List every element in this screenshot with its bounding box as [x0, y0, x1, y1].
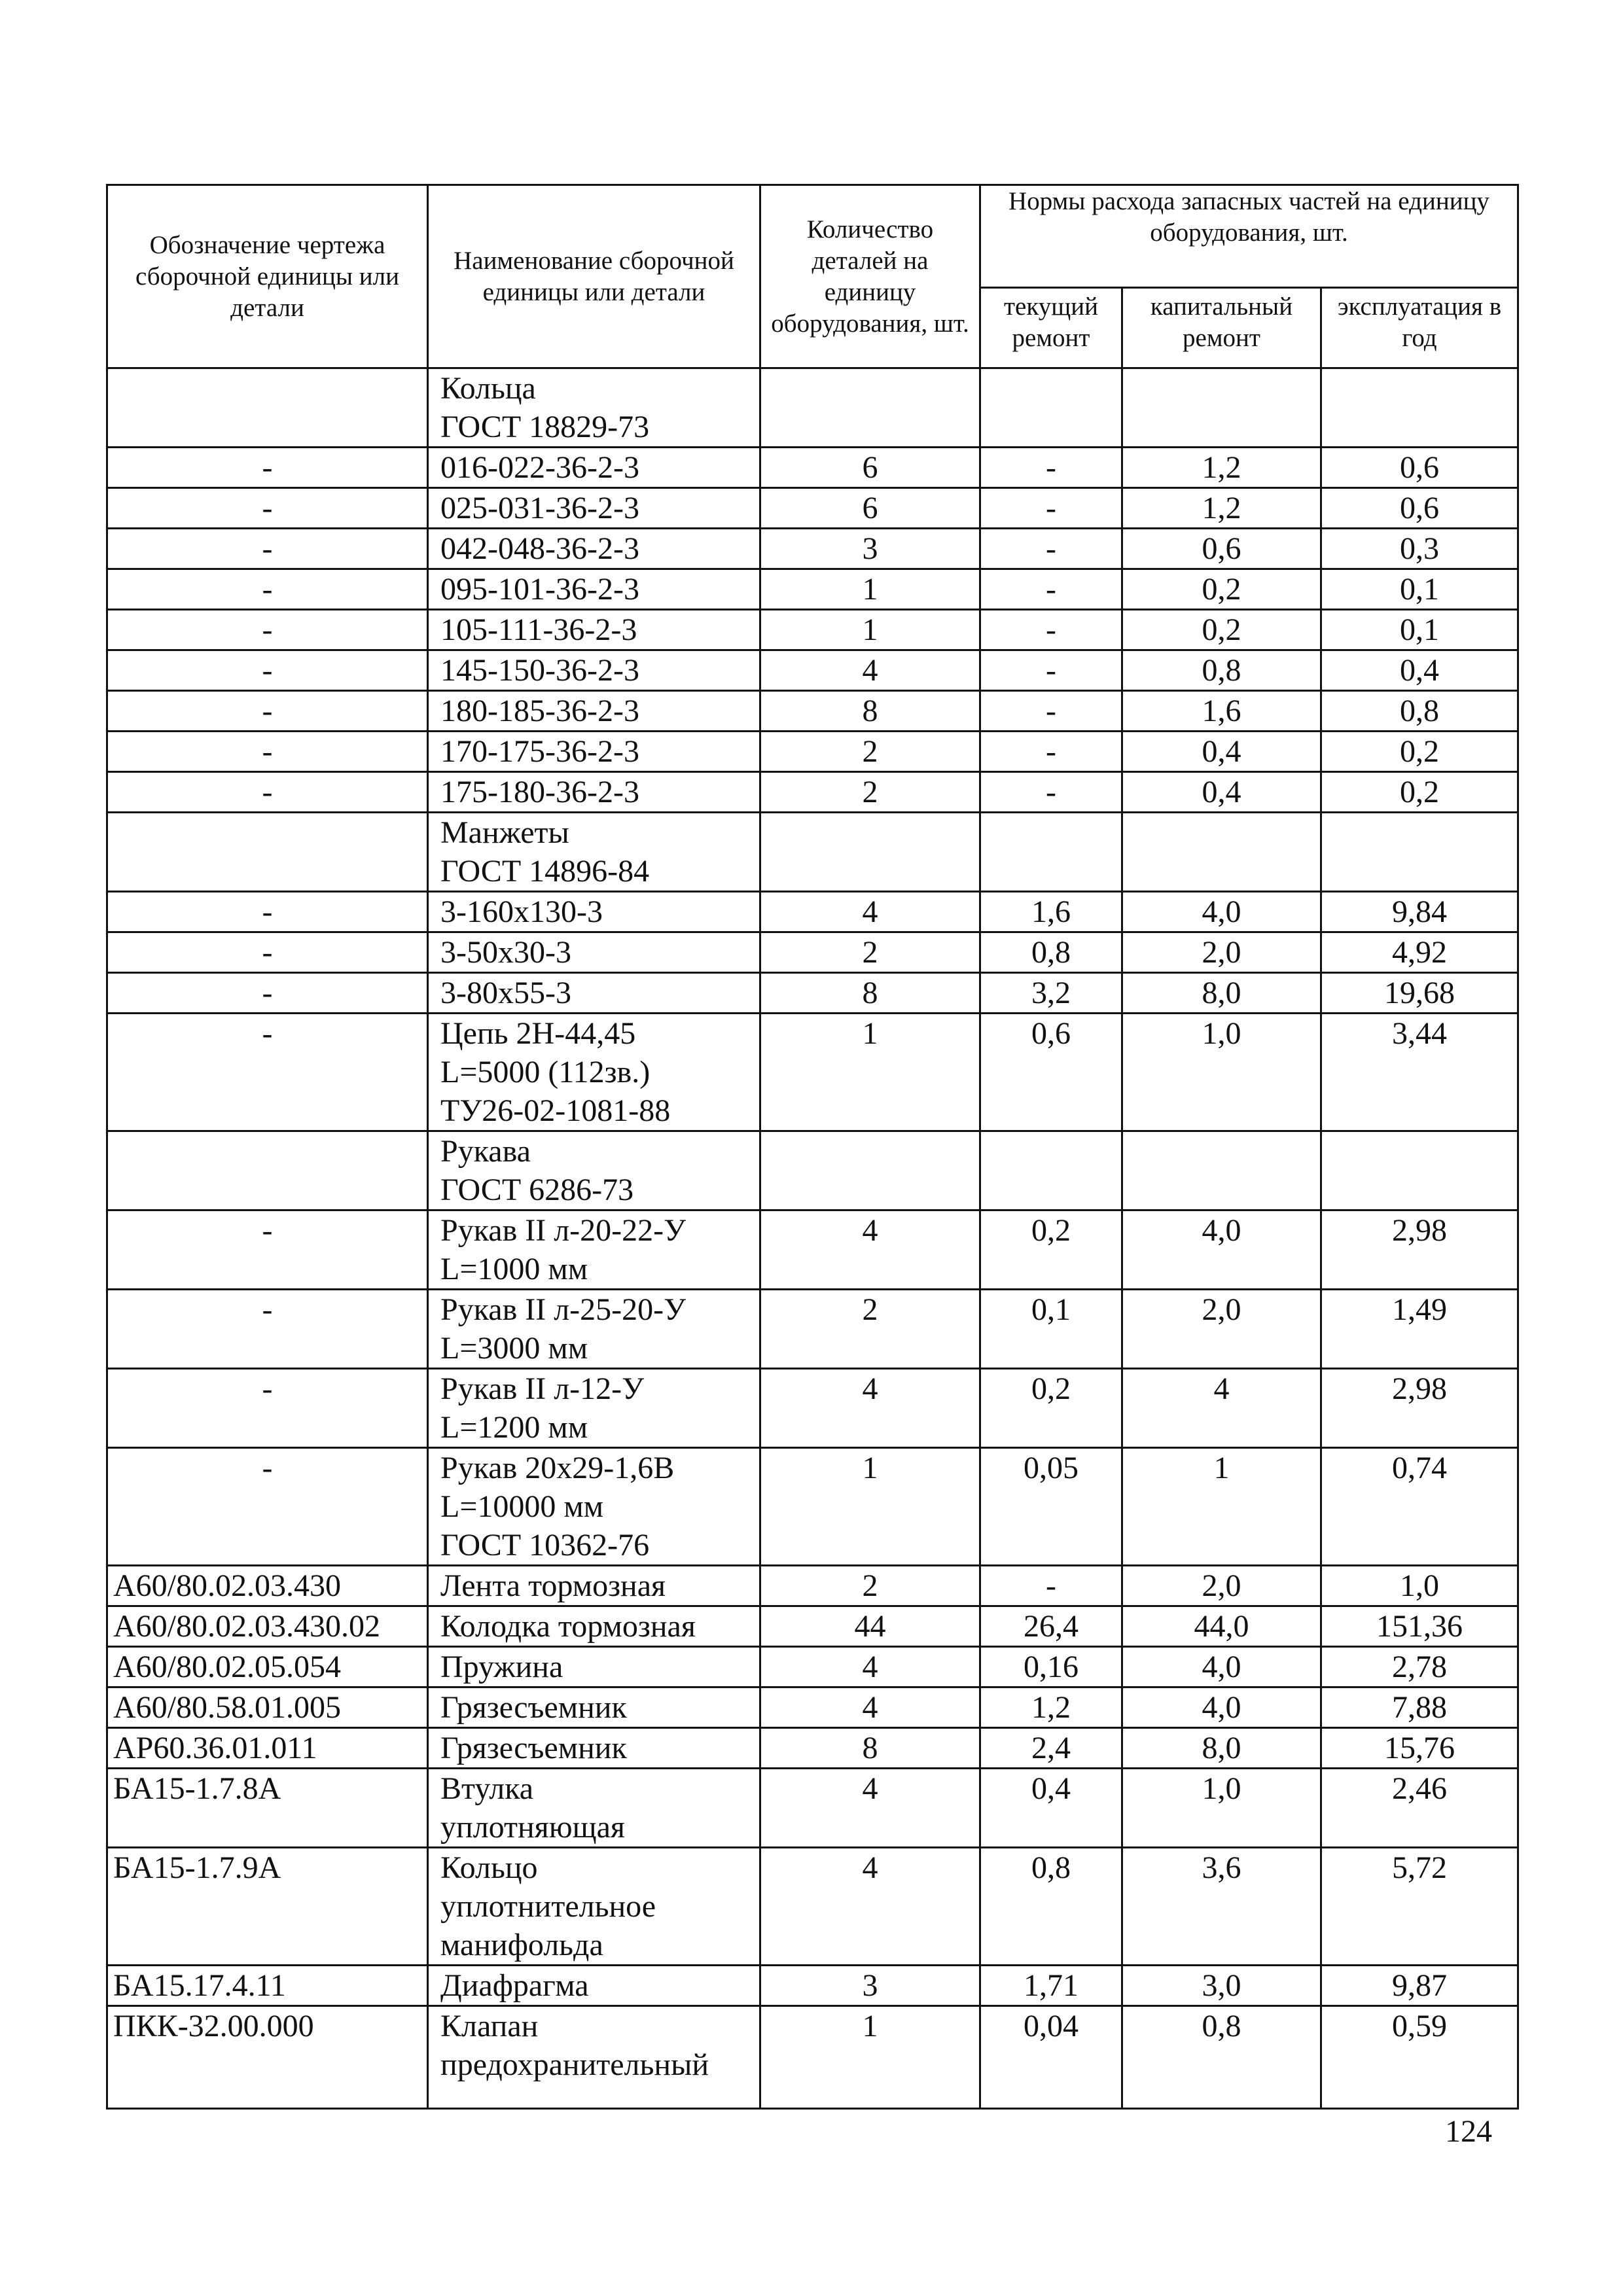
cell-unit-name — [428, 2006, 760, 2109]
table-row — [107, 368, 1518, 448]
cell-drawing-code: - — [107, 569, 428, 610]
cell-unit-name-line: 170-175-36-2-3 — [440, 734, 639, 769]
header-quantity: Количество деталей на единицу оборудования, шт. — [760, 185, 980, 368]
cell-quantity: 1 — [760, 1014, 980, 1131]
cell-capital-repair: 8,0 — [1122, 1728, 1321, 1769]
cell-drawing-code: - — [107, 1014, 428, 1131]
cell-quantity — [760, 368, 980, 448]
header-consumption-norms: Нормы расхода запасных частей на единицу оборудования, шт. — [980, 185, 1518, 288]
cell-current-repair: - — [980, 488, 1122, 529]
cell-operation-per-year — [1321, 368, 1518, 448]
cell-unit-name-line: ТУ26-02-1081-88 — [440, 1093, 671, 1128]
cell-current-repair: 26,4 — [980, 1606, 1122, 1647]
cell-drawing-code: - — [107, 448, 428, 488]
table-row — [107, 1966, 1518, 2006]
cell-capital-repair: 4,0 — [1122, 892, 1321, 932]
cell-current-repair: - — [980, 650, 1122, 691]
cell-unit-name-line: L=5000 (112зв.) — [440, 1055, 651, 1089]
cell-unit-name-line: Грязесъемник — [440, 1690, 627, 1725]
cell-drawing-code: - — [107, 691, 428, 732]
cell-unit-name-line: Кольцо — [440, 1850, 538, 1885]
cell-current-repair: 0,4 — [980, 1769, 1122, 1848]
cell-unit-name — [428, 529, 760, 569]
cell-unit-name — [428, 1290, 760, 1369]
cell-drawing-code: АР60.36.01.011 — [107, 1728, 428, 1769]
table-row — [107, 1848, 1518, 1966]
cell-unit-name-line: уплотнительное — [440, 1889, 656, 1924]
spare-parts-table — [106, 184, 1519, 2110]
cell-capital-repair: 4,0 — [1122, 1210, 1321, 1290]
cell-operation-per-year: 7,88 — [1321, 1687, 1518, 1728]
cell-operation-per-year: 0,59 — [1321, 2006, 1518, 2109]
cell-current-repair: - — [980, 691, 1122, 732]
cell-quantity: 8 — [760, 973, 980, 1014]
cell-current-repair: - — [980, 569, 1122, 610]
cell-capital-repair — [1122, 813, 1321, 892]
table-row — [107, 448, 1518, 488]
cell-unit-name-line: 025-031-36-2-3 — [440, 491, 639, 525]
cell-unit-name — [428, 973, 760, 1014]
cell-unit-name — [428, 1769, 760, 1848]
cell-unit-name-line: манифольда — [440, 1928, 603, 1962]
cell-drawing-code: - — [107, 1369, 428, 1448]
cell-quantity: 4 — [760, 1647, 980, 1687]
cell-drawing-code — [107, 368, 428, 448]
header-operation-per-year: эксплуатация в год — [1321, 288, 1518, 368]
cell-unit-name-line: 180-185-36-2-3 — [440, 694, 639, 728]
cell-unit-name-line: 3-160x130-3 — [440, 894, 603, 929]
cell-quantity: 1 — [760, 1448, 980, 1566]
cell-drawing-code: А60/80.58.01.005 — [107, 1687, 428, 1728]
cell-operation-per-year: 2,98 — [1321, 1369, 1518, 1448]
cell-unit-name — [428, 1687, 760, 1728]
cell-unit-name-line: Рукава — [440, 1134, 531, 1169]
cell-current-repair: 0,6 — [980, 1014, 1122, 1131]
cell-unit-name-line: 042-048-36-2-3 — [440, 531, 639, 566]
cell-quantity: 4 — [760, 892, 980, 932]
cell-unit-name-line: L=1000 мм — [440, 1252, 588, 1286]
cell-quantity: 2 — [760, 772, 980, 813]
table-row — [107, 1647, 1518, 1687]
table-row — [107, 1728, 1518, 1769]
cell-drawing-code: - — [107, 529, 428, 569]
cell-current-repair: - — [980, 448, 1122, 488]
cell-capital-repair: 3,0 — [1122, 1966, 1321, 2006]
table-row — [107, 813, 1518, 892]
cell-drawing-code: - — [107, 610, 428, 650]
cell-unit-name — [428, 813, 760, 892]
cell-unit-name-line: уплотняющая — [440, 1810, 625, 1845]
cell-capital-repair: 0,2 — [1122, 610, 1321, 650]
cell-drawing-code: ПКК-32.00.000 — [107, 2006, 428, 2109]
page-number: 124 — [1445, 2114, 1492, 2149]
cell-current-repair: 2,4 — [980, 1728, 1122, 1769]
header-capital-repair: капитальный ремонт — [1122, 288, 1321, 368]
cell-current-repair: 0,2 — [980, 1369, 1122, 1448]
cell-operation-per-year: 0,4 — [1321, 650, 1518, 691]
cell-quantity: 4 — [760, 1369, 980, 1448]
cell-quantity: 8 — [760, 1728, 980, 1769]
cell-current-repair: - — [980, 772, 1122, 813]
table-body — [107, 368, 1518, 2109]
cell-drawing-code: - — [107, 772, 428, 813]
table-row — [107, 1369, 1518, 1448]
header-unit-name: Наименование сборочной единицы или детали — [428, 185, 760, 368]
cell-unit-name — [428, 650, 760, 691]
cell-unit-name-line: 3-80x55-3 — [440, 976, 571, 1010]
table-row — [107, 1606, 1518, 1647]
cell-current-repair: 0,8 — [980, 1848, 1122, 1966]
cell-unit-name — [428, 1369, 760, 1448]
cell-quantity: 8 — [760, 691, 980, 732]
cell-capital-repair: 1,2 — [1122, 488, 1321, 529]
cell-drawing-code: А60/80.02.05.054 — [107, 1647, 428, 1687]
table-row — [107, 1566, 1518, 1606]
cell-current-repair — [980, 813, 1122, 892]
cell-quantity — [760, 1131, 980, 1210]
cell-unit-name-line: Грязесъемник — [440, 1731, 627, 1765]
cell-operation-per-year: 0,6 — [1321, 488, 1518, 529]
cell-unit-name-line: 105-111-36-2-3 — [440, 612, 637, 647]
cell-drawing-code: А60/80.02.03.430.02 — [107, 1606, 428, 1647]
cell-capital-repair: 3,6 — [1122, 1848, 1321, 1966]
cell-current-repair — [980, 1131, 1122, 1210]
cell-quantity: 1 — [760, 2006, 980, 2109]
cell-drawing-code: - — [107, 650, 428, 691]
cell-operation-per-year: 0,2 — [1321, 732, 1518, 772]
cell-capital-repair: 2,0 — [1122, 932, 1321, 973]
cell-drawing-code: - — [107, 488, 428, 529]
cell-operation-per-year: 151,36 — [1321, 1606, 1518, 1647]
cell-unit-name-line: Втулка — [440, 1771, 534, 1806]
cell-unit-name-line: Рукав II л-20-22-У — [440, 1213, 687, 1248]
cell-drawing-code: БА15.17.4.11 — [107, 1966, 428, 2006]
cell-operation-per-year — [1321, 1131, 1518, 1210]
cell-unit-name-line: ГОСТ 10362-76 — [440, 1528, 650, 1563]
cell-unit-name — [428, 1210, 760, 1290]
cell-unit-name — [428, 1448, 760, 1566]
table-row — [107, 691, 1518, 732]
cell-quantity: 1 — [760, 569, 980, 610]
table-row — [107, 1448, 1518, 1566]
cell-drawing-code: - — [107, 732, 428, 772]
cell-quantity: 4 — [760, 1210, 980, 1290]
cell-current-repair: 0,16 — [980, 1647, 1122, 1687]
cell-capital-repair: 44,0 — [1122, 1606, 1321, 1647]
cell-drawing-code: А60/80.02.03.430 — [107, 1566, 428, 1606]
cell-unit-name-line: 145-150-36-2-3 — [440, 653, 639, 688]
cell-current-repair: 0,8 — [980, 932, 1122, 973]
cell-current-repair: - — [980, 610, 1122, 650]
table-row — [107, 772, 1518, 813]
cell-operation-per-year: 15,76 — [1321, 1728, 1518, 1769]
cell-capital-repair: 2,0 — [1122, 1566, 1321, 1606]
table-row — [107, 610, 1518, 650]
cell-capital-repair — [1122, 1131, 1321, 1210]
cell-unit-name — [428, 772, 760, 813]
cell-unit-name — [428, 1014, 760, 1131]
cell-drawing-code: - — [107, 892, 428, 932]
table-row — [107, 932, 1518, 973]
cell-unit-name — [428, 932, 760, 973]
cell-current-repair: 0,05 — [980, 1448, 1122, 1566]
cell-unit-name — [428, 1848, 760, 1966]
cell-drawing-code — [107, 1131, 428, 1210]
cell-quantity: 6 — [760, 488, 980, 529]
cell-capital-repair: 1,0 — [1122, 1014, 1321, 1131]
cell-drawing-code: - — [107, 1448, 428, 1566]
cell-unit-name — [428, 448, 760, 488]
cell-unit-name — [428, 1728, 760, 1769]
cell-operation-per-year: 2,98 — [1321, 1210, 1518, 1290]
table-row — [107, 1131, 1518, 1210]
cell-drawing-code — [107, 813, 428, 892]
cell-capital-repair: 2,0 — [1122, 1290, 1321, 1369]
cell-quantity: 2 — [760, 732, 980, 772]
cell-capital-repair: 8,0 — [1122, 973, 1321, 1014]
cell-operation-per-year: 0,6 — [1321, 448, 1518, 488]
cell-quantity: 3 — [760, 529, 980, 569]
cell-capital-repair: 0,8 — [1122, 650, 1321, 691]
cell-operation-per-year: 0,1 — [1321, 610, 1518, 650]
cell-capital-repair: 1,0 — [1122, 1769, 1321, 1848]
cell-current-repair: 1,6 — [980, 892, 1122, 932]
cell-operation-per-year: 5,72 — [1321, 1848, 1518, 1966]
cell-operation-per-year: 0,3 — [1321, 529, 1518, 569]
cell-current-repair: 1,2 — [980, 1687, 1122, 1728]
cell-unit-name-line: 175-180-36-2-3 — [440, 775, 639, 809]
cell-current-repair: - — [980, 529, 1122, 569]
cell-capital-repair: 0,4 — [1122, 732, 1321, 772]
cell-capital-repair: 4,0 — [1122, 1687, 1321, 1728]
cell-operation-per-year: 1,0 — [1321, 1566, 1518, 1606]
table-row — [107, 732, 1518, 772]
cell-quantity: 3 — [760, 1966, 980, 2006]
cell-drawing-code: - — [107, 1210, 428, 1290]
cell-unit-name — [428, 892, 760, 932]
cell-drawing-code: - — [107, 932, 428, 973]
cell-quantity — [760, 813, 980, 892]
cell-unit-name-line: 016-022-36-2-3 — [440, 450, 639, 485]
cell-quantity: 6 — [760, 448, 980, 488]
cell-unit-name — [428, 1647, 760, 1687]
table-row — [107, 488, 1518, 529]
table-row — [107, 892, 1518, 932]
cell-operation-per-year: 3,44 — [1321, 1014, 1518, 1131]
cell-capital-repair: 1,2 — [1122, 448, 1321, 488]
header-drawing-code: Обозначение чертежа сборочной единицы или детали — [107, 185, 428, 368]
cell-drawing-code: БА15-1.7.8А — [107, 1769, 428, 1848]
cell-quantity: 2 — [760, 932, 980, 973]
table-row — [107, 569, 1518, 610]
cell-drawing-code: - — [107, 973, 428, 1014]
table-row — [107, 1014, 1518, 1131]
cell-unit-name-line: Рукав 20x29-1,6В — [440, 1451, 675, 1485]
table-row — [107, 529, 1518, 569]
cell-quantity: 4 — [760, 1769, 980, 1848]
cell-operation-per-year — [1321, 813, 1518, 892]
cell-operation-per-year: 9,84 — [1321, 892, 1518, 932]
cell-drawing-code: - — [107, 1290, 428, 1369]
cell-quantity: 44 — [760, 1606, 980, 1647]
cell-unit-name-line: L=3000 мм — [440, 1331, 588, 1366]
cell-unit-name-line: ГОСТ 6286-73 — [440, 1173, 634, 1207]
cell-capital-repair: 1 — [1122, 1448, 1321, 1566]
cell-unit-name — [428, 1966, 760, 2006]
table-row — [107, 1210, 1518, 1290]
cell-current-repair: 3,2 — [980, 973, 1122, 1014]
cell-unit-name — [428, 1131, 760, 1210]
cell-operation-per-year: 2,46 — [1321, 1769, 1518, 1848]
cell-unit-name-line: Диафрагма — [440, 1968, 589, 2003]
cell-current-repair — [980, 368, 1122, 448]
cell-quantity: 2 — [760, 1566, 980, 1606]
cell-quantity: 4 — [760, 1848, 980, 1966]
cell-unit-name — [428, 368, 760, 448]
cell-current-repair: 0,04 — [980, 2006, 1122, 2109]
cell-quantity: 4 — [760, 650, 980, 691]
cell-capital-repair: 0,8 — [1122, 2006, 1321, 2109]
cell-capital-repair: 1,6 — [1122, 691, 1321, 732]
cell-operation-per-year: 2,78 — [1321, 1647, 1518, 1687]
cell-unit-name — [428, 1566, 760, 1606]
cell-operation-per-year: 0,74 — [1321, 1448, 1518, 1566]
cell-unit-name-line: Колодка тормозная — [440, 1609, 696, 1644]
table-row — [107, 973, 1518, 1014]
header-current-repair: текущий ремонт — [980, 288, 1122, 368]
cell-capital-repair: 0,6 — [1122, 529, 1321, 569]
cell-quantity: 1 — [760, 610, 980, 650]
cell-unit-name-line: ГОСТ 14896-84 — [440, 854, 650, 889]
cell-unit-name-line: Клапан — [440, 2009, 539, 2043]
cell-unit-name-line: 3-50x30-3 — [440, 935, 571, 970]
cell-current-repair: - — [980, 1566, 1122, 1606]
cell-unit-name-line: Лента тормозная — [440, 1568, 666, 1603]
cell-unit-name — [428, 569, 760, 610]
cell-unit-name — [428, 488, 760, 529]
cell-unit-name-line: 095-101-36-2-3 — [440, 572, 639, 607]
table-row — [107, 2006, 1518, 2109]
cell-unit-name-line: Рукав II л-25-20-У — [440, 1292, 687, 1327]
cell-unit-name-line: Пружина — [440, 1650, 563, 1684]
cell-unit-name — [428, 1606, 760, 1647]
cell-operation-per-year: 19,68 — [1321, 973, 1518, 1014]
cell-quantity: 2 — [760, 1290, 980, 1369]
cell-current-repair: 1,71 — [980, 1966, 1122, 2006]
cell-current-repair: - — [980, 732, 1122, 772]
cell-unit-name-line: L=1200 мм — [440, 1410, 588, 1445]
cell-unit-name — [428, 732, 760, 772]
cell-unit-name-line: L=10000 мм — [440, 1489, 604, 1524]
cell-unit-name — [428, 691, 760, 732]
cell-unit-name-line: ГОСТ 18829-73 — [440, 410, 650, 444]
cell-current-repair: 0,1 — [980, 1290, 1122, 1369]
cell-operation-per-year: 0,8 — [1321, 691, 1518, 732]
cell-unit-name-line: Кольца — [440, 371, 536, 406]
cell-operation-per-year: 0,1 — [1321, 569, 1518, 610]
cell-unit-name-line: Цепь 2Н-44,45 — [440, 1016, 636, 1051]
cell-drawing-code: БА15-1.7.9А — [107, 1848, 428, 1966]
cell-unit-name-line: Манжеты — [440, 815, 569, 850]
cell-operation-per-year: 4,92 — [1321, 932, 1518, 973]
cell-operation-per-year: 9,87 — [1321, 1966, 1518, 2006]
cell-unit-name-line: предохранительный — [440, 2047, 709, 2082]
cell-capital-repair: 0,4 — [1122, 772, 1321, 813]
table-row — [107, 1769, 1518, 1848]
cell-operation-per-year: 1,49 — [1321, 1290, 1518, 1369]
cell-current-repair: 0,2 — [980, 1210, 1122, 1290]
table-row — [107, 1687, 1518, 1728]
cell-operation-per-year: 0,2 — [1321, 772, 1518, 813]
cell-unit-name — [428, 610, 760, 650]
cell-unit-name-line: Рукав II л-12-У — [440, 1371, 645, 1406]
table-row — [107, 650, 1518, 691]
cell-capital-repair: 4,0 — [1122, 1647, 1321, 1687]
cell-capital-repair — [1122, 368, 1321, 448]
cell-quantity: 4 — [760, 1687, 980, 1728]
cell-capital-repair: 4 — [1122, 1369, 1321, 1448]
table-row — [107, 1290, 1518, 1369]
cell-capital-repair: 0,2 — [1122, 569, 1321, 610]
